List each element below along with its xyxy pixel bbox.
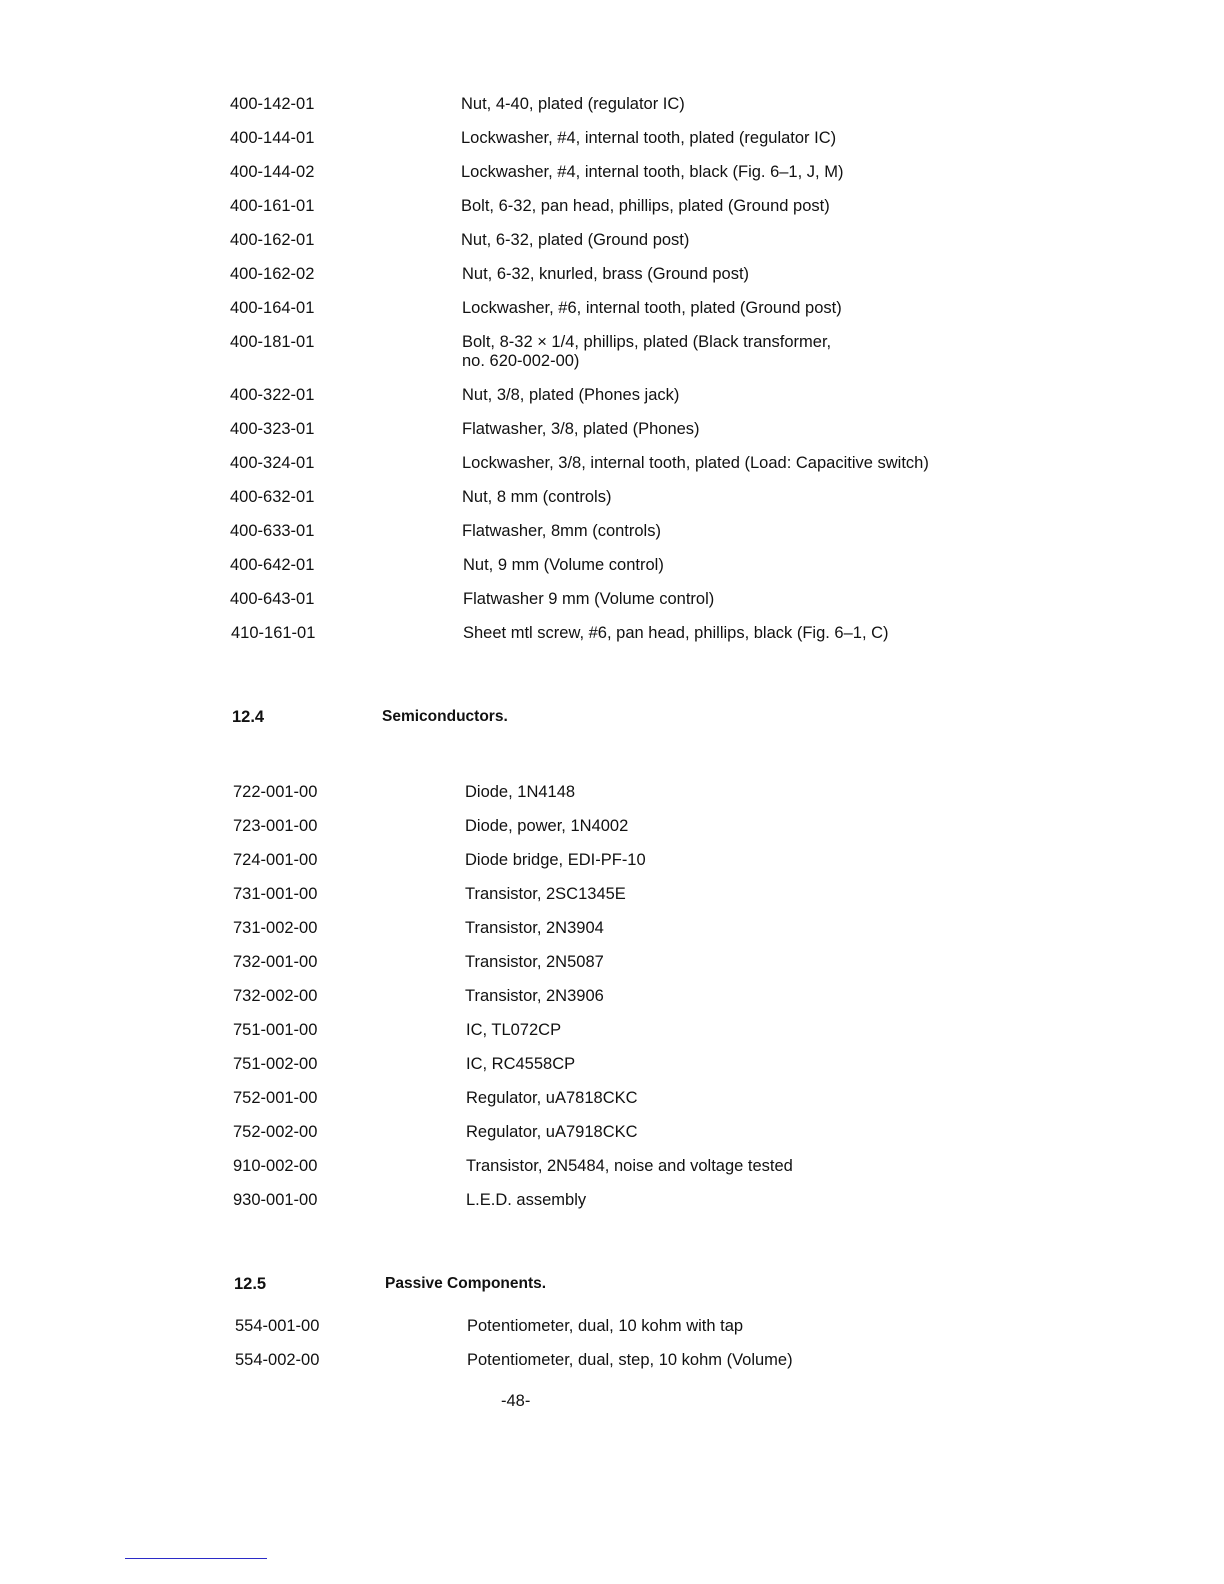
part-number: 400-633-01 [230, 522, 315, 540]
part-description: Lockwasher, #4, internal tooth, plated (regulator IC) [461, 129, 837, 147]
part-description: Nut, 6-32, knurled, brass (Ground post) [462, 265, 750, 283]
part-description: Transistor, 2N3904 [465, 919, 604, 937]
section-number: 12.4 [232, 708, 265, 726]
part-number: 400-162-01 [230, 231, 315, 249]
part-number: 554-002-00 [235, 1351, 320, 1369]
part-number: 751-002-00 [233, 1055, 318, 1073]
part-description: Regulator, uA7818CKC [466, 1089, 638, 1107]
part-description: Diode bridge, EDI-PF-10 [465, 851, 646, 869]
part-number: 400-142-01 [230, 95, 315, 113]
part-description: Nut, 4-40, plated (regulator IC) [461, 95, 685, 113]
part-description: Nut, 3/8, plated (Phones jack) [462, 386, 680, 404]
part-number: 752-001-00 [233, 1089, 318, 1107]
part-description: Nut, 8 mm (controls) [462, 488, 612, 506]
part-description: Flatwasher, 8mm (controls) [462, 522, 661, 540]
part-description: Sheet mtl screw, #6, pan head, phillips, black (Fig. 6–1, C) [463, 624, 889, 642]
page-number: -48- [501, 1392, 531, 1410]
part-number: 752-002-00 [233, 1123, 318, 1141]
part-number: 400-632-01 [230, 488, 315, 506]
part-number: 400-144-02 [230, 163, 315, 181]
part-number: 400-322-01 [230, 386, 315, 404]
section-title: Passive Components. [385, 1275, 547, 1292]
part-number: 400-144-01 [230, 129, 315, 147]
part-description: Transistor, 2N3906 [465, 987, 604, 1005]
part-number: 910-002-00 [233, 1157, 318, 1175]
part-description: Flatwasher 9 mm (Volume control) [463, 590, 715, 608]
part-number: 400-642-01 [230, 556, 315, 574]
part-number: 723-001-00 [233, 817, 318, 835]
part-number: 410-161-01 [231, 624, 316, 642]
part-description: Bolt, 8-32 × 1/4, phillips, plated (Black transformer, [462, 333, 832, 351]
part-description: Lockwasher, #4, internal tooth, black (Fig. 6–1, J, M) [461, 163, 844, 181]
part-description: IC, TL072CP [466, 1021, 562, 1039]
part-number: 722-001-00 [233, 783, 318, 801]
section-title: Semiconductors. [382, 708, 508, 725]
part-description: Regulator, uA7918CKC [466, 1123, 638, 1141]
part-description: Transistor, 2N5484, noise and voltage tested [466, 1157, 793, 1175]
part-description: Potentiometer, dual, 10 kohm with tap [467, 1317, 744, 1335]
part-description: Nut, 9 mm (Volume control) [463, 556, 664, 574]
part-description: IC, RC4558CP [466, 1055, 576, 1073]
part-description: Nut, 6-32, plated (Ground post) [461, 231, 690, 249]
part-description: Diode, 1N4148 [465, 783, 576, 801]
part-number: 400-162-02 [230, 265, 315, 283]
part-number: 400-324-01 [230, 454, 315, 472]
part-number: 731-002-00 [233, 919, 318, 937]
part-description-continued: no. 620-002-00) [462, 352, 580, 370]
part-description: L.E.D. assembly [466, 1191, 587, 1209]
part-description: Potentiometer, dual, step, 10 kohm (Volume) [467, 1351, 793, 1369]
part-number: 554-001-00 [235, 1317, 320, 1335]
part-description: Transistor, 2SC1345E [465, 885, 626, 903]
part-number: 400-164-01 [230, 299, 315, 317]
part-number: 400-643-01 [230, 590, 315, 608]
part-description: Bolt, 6-32, pan head, phillips, plated (Ground post) [461, 197, 830, 215]
part-number: 400-181-01 [230, 333, 315, 351]
part-description: Transistor, 2N5087 [465, 953, 604, 971]
footer-rule [125, 1558, 267, 1559]
part-number: 751-001-00 [233, 1021, 318, 1039]
part-number: 724-001-00 [233, 851, 318, 869]
part-description: Lockwasher, 3/8, internal tooth, plated (Load: Capacitive switch) [462, 454, 929, 472]
part-number: 731-001-00 [233, 885, 318, 903]
part-description: Diode, power, 1N4002 [465, 817, 629, 835]
part-number: 400-323-01 [230, 420, 315, 438]
part-description: Flatwasher, 3/8, plated (Phones) [462, 420, 700, 438]
part-number: 930-001-00 [233, 1191, 318, 1209]
section-number: 12.5 [234, 1275, 267, 1293]
part-number: 732-002-00 [233, 987, 318, 1005]
part-number: 732-001-00 [233, 953, 318, 971]
part-number: 400-161-01 [230, 197, 315, 215]
part-description: Lockwasher, #6, internal tooth, plated (Ground post) [462, 299, 842, 317]
